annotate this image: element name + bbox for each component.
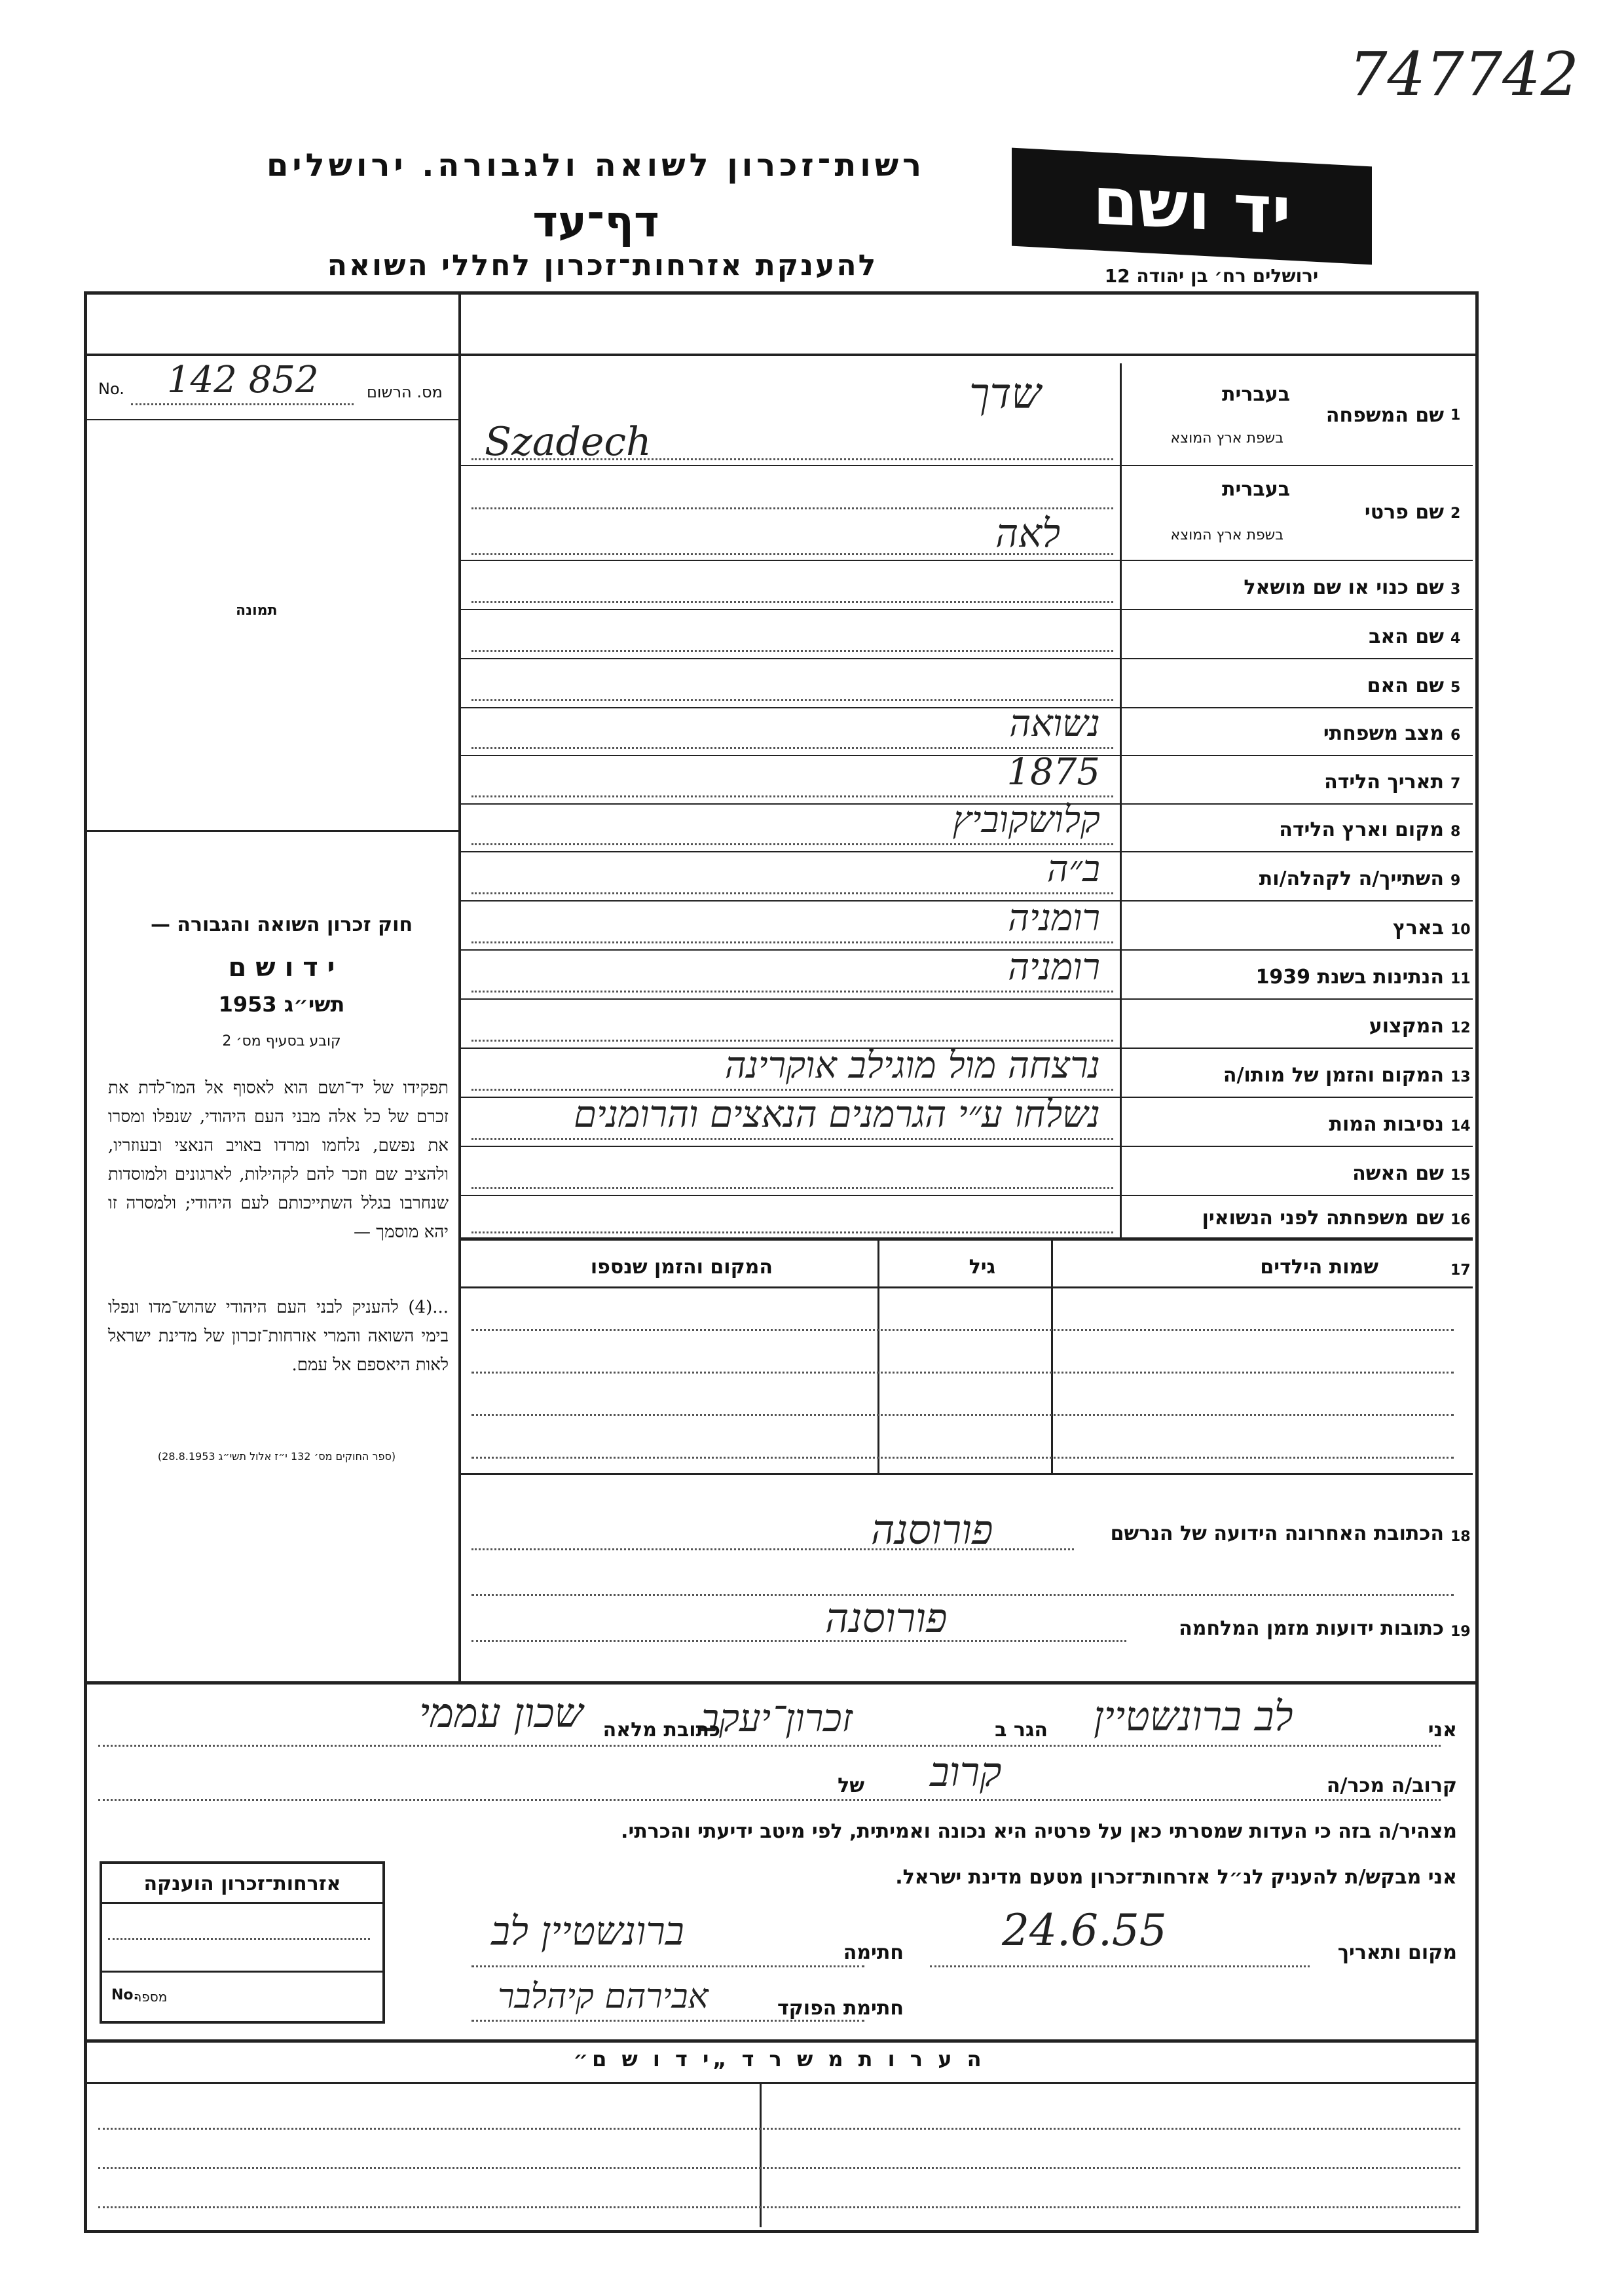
field-6-value: נשואה <box>1009 702 1100 745</box>
field-19-label: כתובות ידועות מזמן המלחמה <box>1179 1617 1444 1640</box>
field-9-value: ב״ה <box>1046 848 1100 890</box>
citizenship-no-label: No. <box>111 1987 139 2003</box>
address: ירושלים רח׳ בן יהודה 12 <box>1104 265 1319 287</box>
law-text-2: ...(4) להעניק לבני העם היהודי שהוש־מדו ונפלו בימי השואה והמרי אזרחות־זכרון של מדינת ישראל לאות היאספם אל עמם. <box>108 1298 449 1375</box>
field-5-label: שם האם <box>1367 674 1444 697</box>
field-6-label: מצב משפחתי <box>1323 722 1444 745</box>
field-2-value-heb: לאה <box>995 511 1061 556</box>
field-3-label: שם כנוי או שם מושאל <box>1244 576 1444 599</box>
field-12-num: 12 <box>1450 1020 1471 1036</box>
field-16-label: שם משפחתה לפני הנשואין <box>1202 1207 1444 1230</box>
law-title: חוק זכרון השואה והגבורה — <box>150 913 413 936</box>
field-15-num: 15 <box>1450 1167 1471 1184</box>
decl-officer-label: חתימת הפוקד <box>777 1997 904 2020</box>
law-reference: (ספר החוקים מס׳ 132 י״ז אלול תשי״ג 28.8.1953) <box>157 1450 396 1463</box>
registration-number: 142 852 <box>167 359 319 401</box>
field-13-value: נרצחה מול מוגילב אוקרינה <box>724 1044 1100 1087</box>
field-1-value-heb: שדך <box>969 370 1041 418</box>
children-col-age: גיל <box>969 1256 995 1279</box>
logo: יד ושם <box>1012 148 1372 265</box>
field-10-label: בארץ <box>1392 917 1444 939</box>
field-3-num: 3 <box>1450 581 1461 598</box>
field-10-num: 10 <box>1450 922 1471 938</box>
field-13-num: 13 <box>1450 1069 1471 1085</box>
form-title: דף־עד <box>532 196 659 247</box>
field-11-label: הנתינות בשנת 1939 <box>1255 966 1444 989</box>
office-remarks-title: ה ע ר ו ת מ ש ר ד „י ד ו ש ם״ <box>573 2047 986 2071</box>
law-year: תשי״ג 1953 <box>218 992 345 1017</box>
photo-label: תמונה <box>236 602 278 619</box>
field-1-sub2: בשפת ארץ המוצא <box>1170 430 1283 446</box>
field-7-num: 7 <box>1450 776 1461 792</box>
field-16-num: 16 <box>1450 1212 1471 1228</box>
decl-of-label: של <box>838 1774 864 1797</box>
field-8-value: קלושקוביץ <box>952 799 1100 841</box>
law-clause: קובע בסעיף מס׳ 2 <box>222 1033 341 1049</box>
decl-statement-2: אני מבקש/ת להעניק לנ״ל אזרחות־זכרון מטעם מדינת ישראל. <box>895 1866 1457 1889</box>
field-14-value: נשלחו ע״י הגרמנים הנאצים והרומנים <box>574 1093 1100 1136</box>
decl-full-address-label: כתובת מלאה <box>602 1719 720 1741</box>
field-6-num: 6 <box>1450 727 1461 744</box>
decl-relative-value: קרוב <box>930 1748 1002 1796</box>
field-18-label: הכתובת האחרונה הידועה של הנרשם <box>1110 1522 1444 1545</box>
decl-place-date-value: 24.6.55 <box>1002 1905 1167 1956</box>
decl-officer-value: אבירהם קיהלבר <box>498 1977 709 2016</box>
field-1-label: שם המשפחה <box>1325 404 1444 427</box>
registration-no-label: No. <box>98 380 124 398</box>
field-1-sub1: בעברית <box>1222 383 1290 406</box>
law-text-1: תפקידו של יד־ושם הוא לאסוף אל המו־לדת את זכרם של כל אלה מבני העם היהודי, שנפלו ומסרו את נפשם, נלחמו ומרדו באויב הנאצי ובעוזריו, ולהציב שם וזכר להם לקהילות, לארגונים ולמוסדות שנחרבו בגלל השתייכותם לעם היהודי; ולמסרה זו יהא מוסמך — <box>108 1078 449 1242</box>
field-19-value: פורוסנה <box>825 1594 948 1642</box>
decl-relative-label: קרוב/ה מכר/ה <box>1326 1774 1457 1797</box>
field-11-value: רומניה <box>1008 946 1100 989</box>
decl-signature-value: ברונשטיין לב <box>491 1908 684 1954</box>
field-8-num: 8 <box>1450 824 1461 840</box>
children-num: 17 <box>1450 1262 1471 1279</box>
field-2-label: שם פרטי <box>1364 501 1444 524</box>
field-13-label: המקום והזמן של מותו/ה <box>1223 1064 1444 1087</box>
children-col-names: שמות הילדים <box>1260 1256 1378 1279</box>
field-10-value: רומניה <box>1008 897 1100 939</box>
form-subtitle: להענקת אזרחות־זכרון לחללי השואה <box>327 249 878 282</box>
field-9-num: 9 <box>1450 873 1461 889</box>
field-11-num: 11 <box>1450 971 1471 987</box>
field-7-label: תאריך הלידה <box>1324 771 1444 793</box>
decl-i-label: אני <box>1428 1719 1457 1741</box>
field-18-value: פורוסנה <box>871 1506 993 1554</box>
decl-full-address-value: שכון עממי <box>419 1689 583 1737</box>
field-9-label: השתייך/ה לקהלה/ות <box>1259 867 1444 890</box>
authority-title: רשות־זכרון לשואה ולגבורה. ירושלים <box>266 147 926 184</box>
registration-label: מס. הרשום <box>367 383 443 401</box>
decl-place-date-label: מקום ותאריך <box>1337 1941 1457 1964</box>
field-19-num: 19 <box>1450 1624 1471 1640</box>
archive-number: 747742 <box>1349 39 1579 109</box>
field-15-label: שם האשה <box>1352 1162 1444 1185</box>
decl-resides-value: זכרון־יעקב <box>701 1696 853 1740</box>
field-7-value: 1875 <box>1006 751 1100 793</box>
field-14-label: נסיבות המות <box>1329 1113 1444 1136</box>
decl-statement-1: מצהיר/ה בזה כי העדות שמסרתי כאן על פרטיה היא נכונה ואמיתית, לפי מיטב ידיעתי והכרתי. <box>621 1820 1457 1843</box>
field-2-num: 2 <box>1450 505 1461 522</box>
field-8-label: מקום וארץ הלידה <box>1279 818 1444 841</box>
field-4-label: שם האב <box>1369 625 1444 648</box>
citizenship-number-label: מספר <box>134 1989 168 2005</box>
field-1-value-latin: Szadech <box>485 419 652 465</box>
field-4-num: 4 <box>1450 630 1461 647</box>
citizenship-title: אזרחות־זכרון הוענקה <box>143 1872 341 1895</box>
field-5-num: 5 <box>1450 680 1461 696</box>
field-14-num: 14 <box>1450 1118 1471 1135</box>
children-col-place: המקום והזמן שנספו <box>590 1256 773 1279</box>
field-18-num: 18 <box>1450 1529 1471 1545</box>
decl-i-value: לב ברונשטיין <box>1094 1692 1293 1740</box>
field-1-num: 1 <box>1450 407 1461 424</box>
field-2-sub1: בעברית <box>1222 478 1290 501</box>
field-12-label: המקצוע <box>1369 1015 1444 1038</box>
field-2-sub2: בשפת ארץ המוצא <box>1170 527 1283 543</box>
decl-resides-label: הגר ב <box>995 1719 1048 1741</box>
decl-signature-label: חתימה <box>843 1941 904 1964</box>
law-name: י ד ו ש ם <box>228 953 335 983</box>
